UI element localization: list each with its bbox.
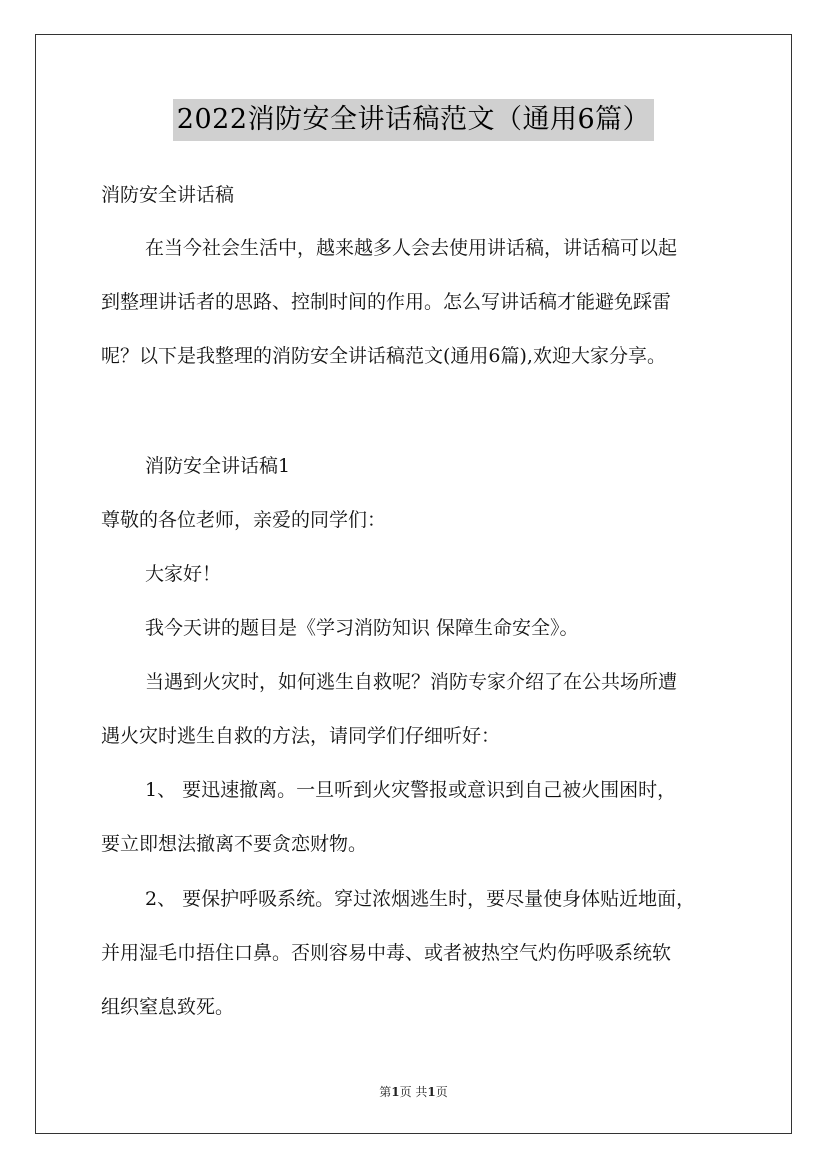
title-wrap [0, 99, 827, 141]
page-footer [0, 1084, 827, 1100]
footer-suffix: 页 [435, 1085, 448, 1099]
salutation: 尊敬的各位老师，亲爱的同学们： [101, 509, 387, 531]
paragraph-line: 我今天讲的题目是《学习消防知识 保障生命安全》。 [145, 617, 579, 639]
paragraph-line: 当遇到火灾时，如何逃生自救呢？消防专家介绍了在公共场所遭 [145, 671, 678, 693]
footer-mid: 页 共 [399, 1085, 428, 1099]
list-item-line: 1、 要迅速撤离。一旦听到火灾警报或意识到自己被火围困时， [145, 779, 677, 801]
footer-page-total: 1 [427, 1085, 436, 1099]
footer-prefix: 第 [379, 1085, 392, 1099]
paragraph-line: 遇火灾时逃生自救的方法，请同学们仔细听好： [101, 725, 501, 747]
paragraph-line: 到整理讲话者的思路、控制时间的作用。怎么写讲话稿才能避免踩雷 [101, 291, 672, 313]
document-title: 2022消防安全讲话稿范文（通用6篇） [173, 99, 654, 141]
subsection-heading: 消防安全讲话稿1 [145, 455, 291, 477]
paragraph-line: 在当今社会生活中，越来越多人会去使用讲话稿，讲话稿可以起 [145, 237, 678, 259]
list-item-line: 2、 要保护呼吸系统。穿过浓烟逃生时，要尽量使身体贴近地面， [145, 888, 696, 910]
section-heading: 消防安全讲话稿 [101, 184, 235, 206]
greeting: 大家好！ [145, 563, 222, 585]
footer-page-number: 1 [391, 1085, 400, 1099]
list-item-line: 组织窒息致死。 [101, 996, 235, 1018]
paragraph-line: 呢？以下是我整理的消防安全讲话稿范文(通用6篇),欢迎大家分享。 [101, 345, 666, 367]
list-item-line: 要立即想法撤离不要贪恋财物。 [101, 833, 368, 855]
list-item-line: 并用湿毛巾捂住口鼻。否则容易中毒、或者被热空气灼伤呼吸系统软 [101, 942, 672, 964]
